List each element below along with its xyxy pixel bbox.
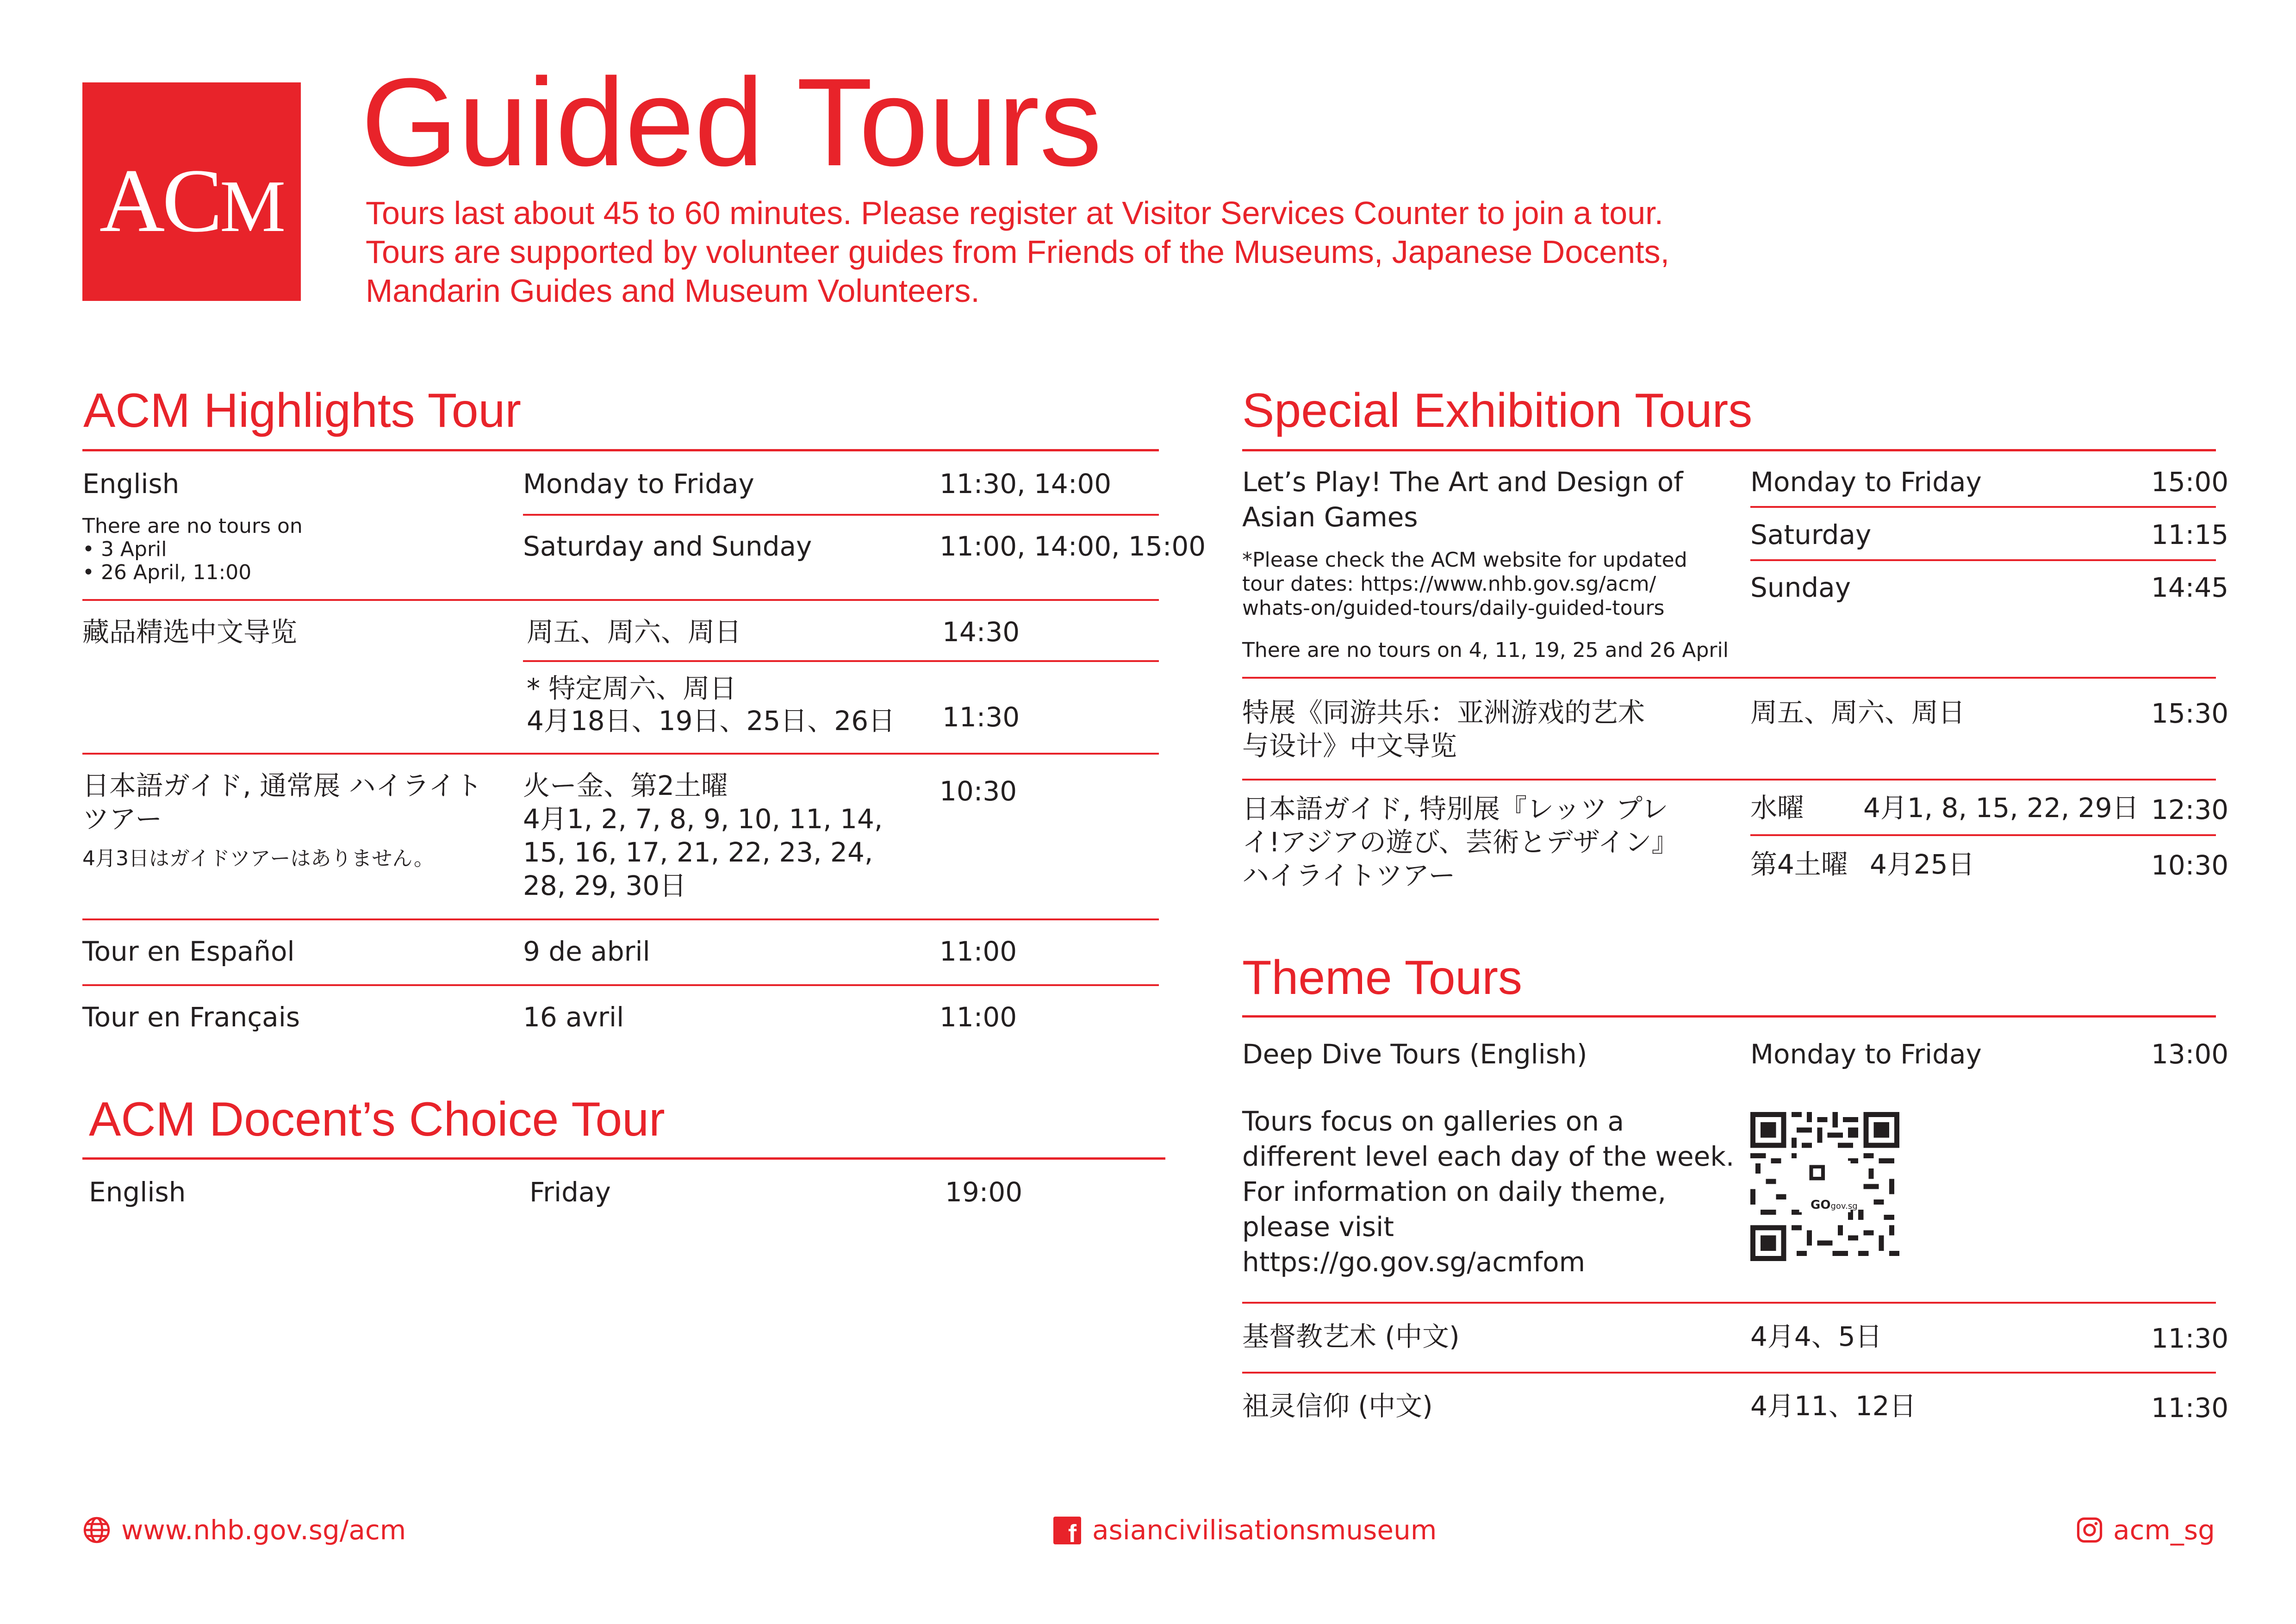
divider — [82, 984, 1159, 986]
website-link[interactable]: www.nhb.gov.sg/acm — [121, 1514, 406, 1546]
instagram-icon[interactable] — [2075, 1516, 2104, 1544]
subtitle-line-3: Mandarin Guides and Museum Volunteers. — [366, 273, 980, 309]
logo-tail: M — [220, 165, 284, 247]
qr-code-icon[interactable] — [1750, 1112, 1899, 1261]
divider — [523, 660, 1159, 662]
ja-special-label: イ!アジアの遊び、芸術とデザイン』 — [1242, 826, 1679, 858]
schedule-day: Monday to Friday — [523, 468, 754, 500]
ja-label: 日本語ガイド, 通常展 ハイライト — [82, 770, 482, 801]
schedule-day: * 特定周六、周日 — [527, 673, 737, 704]
games-note: There are no tours on 4, 11, 19, 25 and 26 April — [1242, 638, 1729, 662]
divider — [82, 753, 1159, 755]
divider — [1750, 559, 2216, 561]
zh-label: 藏品精选中文导览 — [82, 616, 298, 648]
schedule-time: 13:00 — [2151, 1038, 2229, 1070]
deep-dive-desc: Tours focus on galleries on a — [1242, 1106, 1624, 1137]
schedule-time: 10:30 — [2151, 849, 2229, 881]
page-title: Guided Tours — [361, 53, 1102, 192]
schedule-day: 15, 16, 17, 21, 22, 23, 24, — [523, 837, 873, 868]
schedule-day: 第4土曜 — [1750, 849, 1848, 880]
english-note: • 3 April — [82, 537, 167, 561]
facebook-link[interactable]: asiancivilisationsmuseum — [1092, 1514, 1437, 1546]
english-note: • 26 April, 11:00 — [82, 561, 252, 584]
schedule-time: 14:45 — [2151, 572, 2229, 603]
zh-special-label: 与设计》中文导览 — [1242, 730, 1457, 762]
english-note: There are no tours on — [82, 514, 303, 538]
ja-note: 4月3日はガイドツアーはありません。 — [82, 847, 434, 870]
schedule-day: Monday to Friday — [1750, 466, 1982, 498]
christian-art-label: 基督教艺术 (中文) — [1242, 1321, 1460, 1352]
highlights-heading: ACM Highlights Tour — [83, 384, 522, 437]
schedule-day: 4月25日 — [1870, 849, 1975, 880]
schedule-time: 11:00 — [940, 1001, 1017, 1033]
schedule-time: 10:30 — [940, 775, 1017, 807]
games-label: Asian Games — [1242, 501, 1418, 533]
divider — [1750, 506, 2216, 508]
games-note: whats-on/guided-tours/daily-guided-tours — [1242, 596, 1665, 620]
schedule-time: 11:15 — [2151, 519, 2229, 550]
schedule-day: 9 de abril — [523, 936, 650, 967]
theme-heading: Theme Tours — [1242, 951, 1523, 1005]
schedule-day: 周五、周六、周日 — [527, 616, 742, 648]
qr-caption: GOgov.sg — [1811, 1198, 1858, 1212]
schedule-time: 11:30 — [2151, 1392, 2229, 1424]
divider — [1242, 1015, 2216, 1018]
schedule-day: Sunday — [1750, 572, 1851, 603]
divider — [82, 1157, 1165, 1160]
games-note: *Please check the ACM website for updated — [1242, 548, 1687, 572]
divider — [1242, 1302, 2216, 1304]
schedule-day: Saturday — [1750, 519, 1872, 550]
games-label: Let’s Play! The Art and Design of — [1242, 466, 1683, 498]
subtitle-line-2: Tours are supported by volunteer guides from Friends of the Museums, Japanese Docents, — [366, 234, 1670, 270]
schedule-day: 28, 29, 30日 — [523, 870, 687, 901]
schedule-time: 11:30, 14:00 — [940, 468, 1112, 500]
english-label: English — [82, 468, 180, 500]
divider — [82, 918, 1159, 920]
schedule-time: 12:30 — [2151, 794, 2229, 825]
ancestor-label: 祖灵信仰 (中文) — [1242, 1390, 1433, 1422]
schedule-day: 4月11、12日 — [1750, 1390, 1916, 1422]
spanish-label: Tour en Español — [82, 936, 295, 967]
schedule-time: 11:30 — [2151, 1323, 2229, 1354]
divider — [1242, 1372, 2216, 1374]
docent-heading: ACM Docent’s Choice Tour — [89, 1093, 665, 1146]
schedule-time: 15:00 — [2151, 466, 2229, 498]
schedule-day: 水曜 — [1750, 792, 1804, 824]
facebook-icon[interactable]: f — [1053, 1517, 1081, 1544]
divider — [523, 514, 1159, 516]
divider — [1242, 677, 2216, 679]
schedule-time: 11:00 — [940, 936, 1017, 967]
divider — [82, 599, 1159, 601]
schedule-time: 15:30 — [2151, 698, 2229, 729]
zh-special-label: 特展《同游共乐：亚洲游戏的艺术 — [1242, 697, 1645, 728]
deep-dive-desc: please visit — [1242, 1211, 1394, 1243]
french-label: Tour en Français — [82, 1001, 300, 1033]
divider — [82, 449, 1159, 451]
ja-special-label: 日本語ガイド, 特別展『レッツ プレ — [1242, 793, 1668, 824]
schedule-time: 11:30 — [942, 701, 1020, 733]
schedule-day: Saturday and Sunday — [523, 531, 812, 562]
globe-icon — [82, 1516, 111, 1544]
deep-dive-desc: different level each day of the week. — [1242, 1141, 1735, 1172]
games-note: tour dates: https://www.nhb.gov.sg/acm/ — [1242, 572, 1656, 596]
deep-dive-desc: For information on daily theme, — [1242, 1176, 1667, 1207]
subtitle-line-1: Tours last about 45 to 60 minutes. Please register at Visitor Services Counter to join a tour. — [366, 195, 1664, 231]
schedule-day: 周五、周六、周日 — [1750, 697, 1966, 728]
schedule-day: Monday to Friday — [1750, 1038, 1982, 1070]
divider — [1242, 449, 2216, 451]
deep-dive-link[interactable]: https://go.gov.sg/acmfom — [1242, 1246, 1586, 1278]
schedule-time: 14:30 — [942, 616, 1020, 648]
ja-special-label: ハイライトツアー — [1242, 860, 1456, 891]
schedule-time: 19:00 — [945, 1176, 1023, 1208]
instagram-link[interactable]: acm_sg — [2113, 1514, 2215, 1546]
schedule-day: 4月1, 8, 15, 22, 29日 — [1863, 792, 2139, 824]
special-heading: Special Exhibition Tours — [1242, 384, 1753, 437]
schedule-day: 4月4、5日 — [1750, 1321, 1882, 1352]
acm-logo — [82, 82, 301, 301]
divider — [1242, 779, 2216, 781]
schedule-day: 4月18日、19日、25日、26日 — [527, 705, 896, 737]
schedule-day: 火ー金、第2土曜 — [523, 770, 728, 801]
ja-label: ツアー — [82, 803, 162, 835]
schedule-time: 11:00, 14:00, 15:00 — [940, 531, 1206, 562]
logo-main: AC — [99, 150, 220, 251]
deep-dive-label: Deep Dive Tours (English) — [1242, 1038, 1587, 1070]
docent-label: English — [89, 1176, 186, 1208]
schedule-day: Friday — [529, 1176, 611, 1208]
schedule-day: 16 avril — [523, 1001, 624, 1033]
divider — [1750, 834, 2216, 836]
schedule-day: 4月1, 2, 7, 8, 9, 10, 11, 14, — [523, 803, 883, 835]
